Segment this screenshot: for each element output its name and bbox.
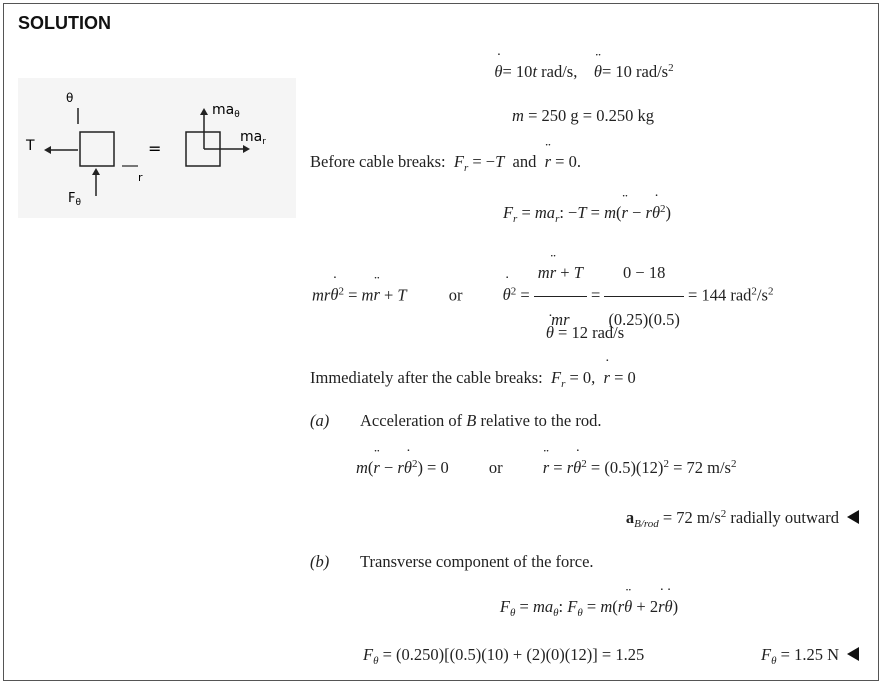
eq4-T: T <box>577 203 587 222</box>
ma-r-label: $ma_r$ <box>240 129 266 147</box>
eq8-c: ) = 0 <box>417 458 449 477</box>
eq10-a: = <box>515 597 533 616</box>
theta-ddot: ¨ θ <box>594 62 602 82</box>
eq5-or: or <box>448 285 463 305</box>
eq8-or: or <box>488 458 503 477</box>
eq10-F: F <box>499 597 510 616</box>
eq5-theta-dot-2: ˙ θ <box>503 274 511 316</box>
eq7-a: = 0, <box>565 368 596 387</box>
eq4-r-ddot: ¨ r <box>622 203 628 223</box>
eq7-r-dot: ˙ r <box>604 368 610 388</box>
theta-dot: ˙ θ <box>494 62 502 82</box>
eq8-a: ( <box>367 458 374 477</box>
eq8-e: = (0.5)(12) <box>586 458 664 477</box>
eq3-tail: = 0. <box>551 152 581 171</box>
part-b-label <box>310 552 329 572</box>
eq5-f2-num: 0 − 18 <box>604 252 683 297</box>
eq4-ma: ma <box>534 203 556 222</box>
eq1-t: t <box>532 62 538 81</box>
eq3-pre: Before cable breaks: <box>310 152 446 171</box>
eq5-exp: 2 <box>338 285 344 298</box>
eq-after-break <box>310 368 636 388</box>
eq2-rest: = 250 g = 0.250 kg <box>523 106 654 125</box>
eq1-a: = 10 <box>502 62 533 81</box>
eq5-runit: /s <box>756 285 768 305</box>
eq10-theta-dot: ˙ θ <box>665 597 673 617</box>
eq3-F: F <box>453 152 464 171</box>
eq5-m2: m <box>361 285 374 305</box>
tension-label: T <box>26 138 35 154</box>
eq4-d: ( <box>616 203 622 222</box>
eq8-exp3: 2 <box>663 458 669 470</box>
free-body-diagram <box>18 78 296 218</box>
eq5-f1-T: T <box>573 263 583 282</box>
eq7-sub: r <box>561 378 566 390</box>
part-a-letter: (a) <box>310 411 330 430</box>
eq6-theta-dot: ˙ θ <box>546 323 554 343</box>
part-b-text: Transverse component of the force. <box>360 552 594 571</box>
eq4-c: = <box>586 203 605 222</box>
eq8-exp4: 2 <box>730 458 737 470</box>
ma-theta-label: $ma_\theta$ <box>212 102 240 120</box>
eq5-theta-dot: ˙ θ <box>330 274 338 316</box>
eq1-c: = 10 rad/s <box>601 62 669 81</box>
eq6-rest: = 12 rad/s <box>553 323 625 342</box>
eq10-theta-ddot: ¨ θ <box>624 597 632 617</box>
eq9-sub: B/rod <box>634 518 659 530</box>
eq5-m: m <box>312 285 324 305</box>
eq8-d: = <box>549 458 567 477</box>
eq4-f: ) <box>665 203 672 222</box>
eq4-F: F <box>502 203 514 222</box>
eq4-r: r <box>645 203 652 222</box>
eq-solve-theta-dot <box>312 252 773 341</box>
eq5-rexp: 2 <box>751 285 757 298</box>
eq5-eq: = <box>343 285 362 305</box>
eq11-F2: F <box>761 645 772 664</box>
answer-marker-icon <box>847 647 859 661</box>
eq4-m: m <box>604 203 617 222</box>
eq5-result: = 144 rad <box>683 285 752 305</box>
eq10-r-dot: ˙ r <box>658 597 664 617</box>
eq11-a: = (0.250)[(0.5)(10) + (2)(0)(12)] = 1.25 <box>378 645 645 664</box>
eq4-a: = <box>517 203 535 222</box>
eq-transverse-force <box>500 597 678 617</box>
eq7-b: = 0 <box>609 368 636 387</box>
radial-label: r <box>138 171 143 184</box>
eq10-b: : <box>558 597 568 616</box>
eq5-f1-den: mr <box>551 310 570 329</box>
eq-theta-rates <box>494 62 673 82</box>
eq-relative-acceleration <box>356 458 736 478</box>
eq10-sub2: θ <box>577 607 583 619</box>
eq5-f1-rest: + <box>556 263 574 282</box>
part-b-letter: (b) <box>310 552 330 571</box>
eq10-c: = <box>582 597 601 616</box>
eq-mass <box>512 106 654 126</box>
eq3-T: T <box>495 152 505 171</box>
eq10-masub: θ <box>553 607 559 619</box>
part-a-text2: relative to the rod. <box>476 411 602 430</box>
eq9-b: = 72 m/s <box>658 508 721 527</box>
eq2-m: m <box>512 106 524 125</box>
eq4-exp: 2 <box>660 203 666 215</box>
eq5-eq2: = <box>516 285 534 305</box>
eq5-r-ddot: ¨ r <box>373 274 379 316</box>
part-a-B: B <box>466 411 477 430</box>
part-a-text <box>360 411 601 431</box>
eq8-m: m <box>356 458 368 477</box>
eq8-exp: 2 <box>411 458 418 470</box>
eq4-theta-dot: ˙ θ <box>652 203 660 223</box>
eq1-exp: 2 <box>668 62 674 74</box>
eq5-plus: + <box>379 285 398 305</box>
eq10-ma: ma <box>532 597 554 616</box>
eq4-asub: r <box>555 213 560 225</box>
eq3-sub: r <box>463 162 469 174</box>
force-theta-label: $F_\theta$ <box>68 191 81 208</box>
eq10-f: ) <box>672 597 679 616</box>
eq1-b: rad/s, <box>537 62 578 81</box>
part-a-text1: Acceleration of <box>360 411 467 430</box>
eq8-f: = 72 m/s <box>668 458 731 477</box>
eq10-d: ( <box>612 597 618 616</box>
eq4-e: − <box>627 203 646 222</box>
answer-a <box>626 508 859 528</box>
eq8-r2: r <box>566 458 574 477</box>
eq7-F: F <box>550 368 562 387</box>
eq10-r: r <box>617 597 625 616</box>
eq11-sub2: θ <box>771 655 777 667</box>
eq-before-break <box>310 152 581 172</box>
theta-label: θ <box>66 91 74 105</box>
eq10-sub: θ <box>509 607 516 619</box>
free-body-diagram-svg <box>18 78 296 218</box>
eq11-F: F <box>363 645 374 664</box>
eq5-exp2: 2 <box>510 285 517 298</box>
eq5-r: r <box>323 285 331 305</box>
eq8-theta-dot-2: ˙ θ <box>573 458 581 478</box>
eq9-exp: 2 <box>720 508 727 520</box>
eq10-e: + 2 <box>632 597 659 616</box>
eq11-b: = 1.25 N <box>776 645 839 664</box>
eq8-b: − <box>379 458 398 477</box>
eq4-b: : − <box>559 203 578 222</box>
eq5-f1-r: ¨ r <box>550 252 556 294</box>
eq-radial-force <box>503 203 671 223</box>
eq5-f2-den: (0.25)(0.5) <box>608 310 680 329</box>
eq9-c: radially outward <box>726 508 839 527</box>
eq11-sub: θ <box>373 655 379 667</box>
eq8-r-ddot-2: ¨ r <box>543 458 549 478</box>
eq5-rexp2: 2 <box>767 285 774 298</box>
eq-theta-dot-value <box>546 323 624 343</box>
eq8-r-ddot: ¨ r <box>373 458 379 478</box>
eq8-exp2: 2 <box>581 458 587 470</box>
eq3-r-ddot: ¨ r <box>545 152 551 172</box>
eq5-T: T <box>397 285 407 305</box>
solution-heading: SOLUTION <box>18 13 111 33</box>
eq-force-value <box>363 645 644 665</box>
eq5-eq3: = <box>586 285 605 305</box>
eq10-F2: F <box>567 597 578 616</box>
eq3-mid: = − <box>468 152 496 171</box>
eq7-pre: Immediately after the cable breaks: <box>310 368 543 387</box>
eq10-m: m <box>600 597 613 616</box>
eq3-and: and <box>512 152 537 171</box>
eq9-a: a <box>625 508 635 527</box>
eq8-theta-dot: ˙ θ <box>404 458 412 478</box>
answer-marker-icon <box>847 510 859 524</box>
eq4-sub: r <box>513 213 518 225</box>
equals-sign: = <box>148 139 162 158</box>
eq8-r: r <box>397 458 404 477</box>
eq5-f1-m: m <box>537 263 550 282</box>
part-a-label <box>310 411 329 431</box>
answer-b <box>761 645 859 665</box>
